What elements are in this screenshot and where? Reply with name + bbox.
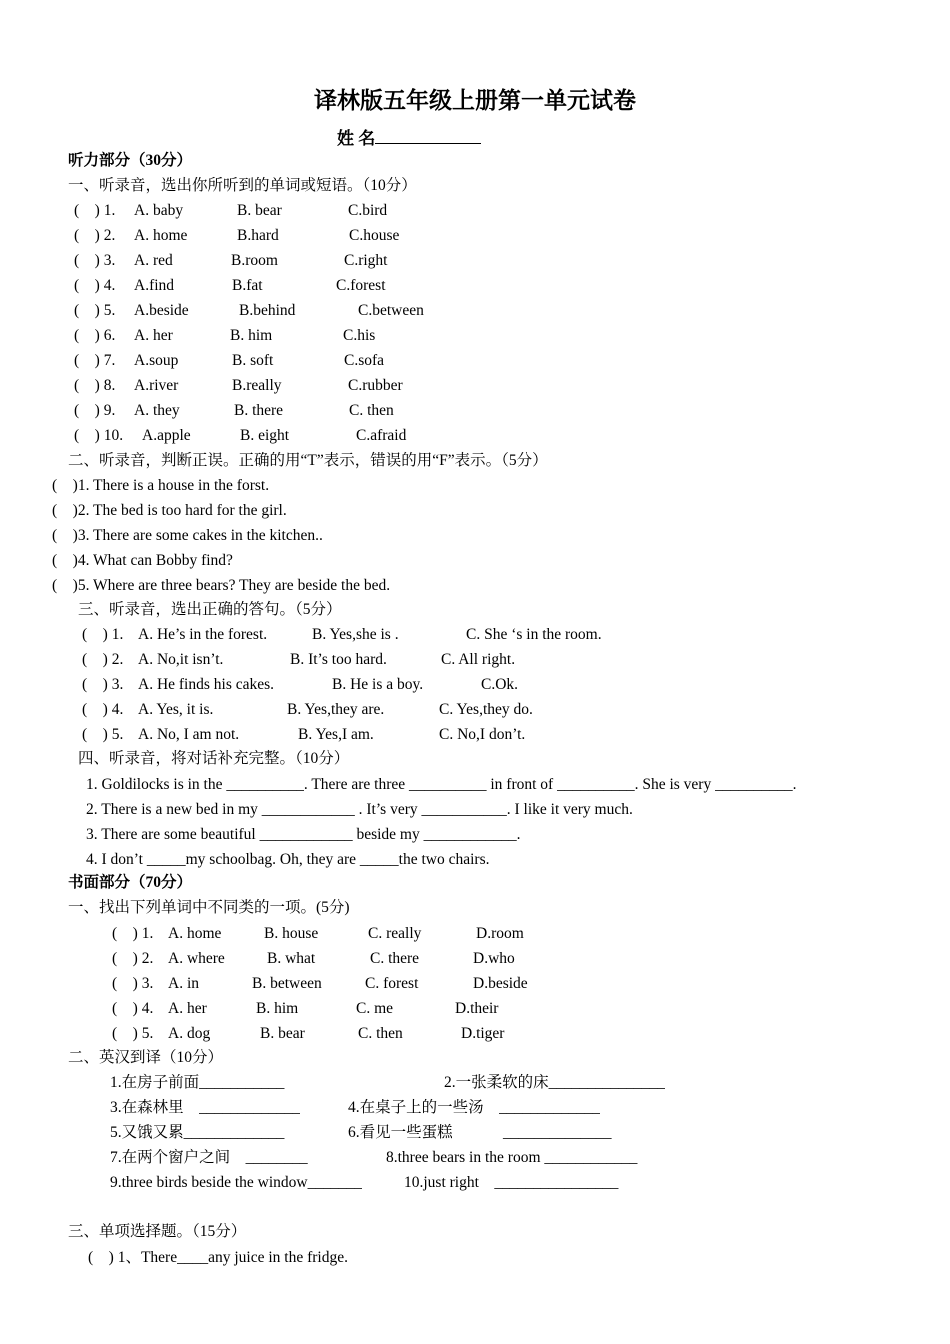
option-c: C. No,I don’t. <box>439 726 526 743</box>
item-number[interactable]: ( ) 8. <box>74 377 116 394</box>
option-a: A. in <box>168 975 199 992</box>
option-b: B. It’s too hard. <box>290 651 387 668</box>
option-a: A.beside <box>134 302 189 319</box>
writing-header: 书面部分（70分） <box>68 874 193 891</box>
list-item[interactable]: ( )1. There is a house in the forst. <box>52 477 270 494</box>
writing-part2-title: 二、英汉到译（10分） <box>68 1049 224 1066</box>
option-b: B. him <box>230 327 273 344</box>
option-a: A. they <box>134 402 180 419</box>
option-c: C.between <box>358 302 424 319</box>
translation-item[interactable]: 10.just right ________________ <box>404 1174 619 1191</box>
option-c: C.house <box>349 227 400 244</box>
option-d: D.their <box>455 1000 499 1017</box>
option-b: B. eight <box>240 427 290 444</box>
option-c: C.sofa <box>344 352 385 369</box>
option-d: D.beside <box>473 975 528 992</box>
option-a: A. red <box>134 252 173 269</box>
option-c: C. really <box>368 925 422 942</box>
option-b: B.behind <box>239 302 296 319</box>
option-b: B.fat <box>232 277 263 294</box>
option-c: C.his <box>343 327 376 344</box>
list-item[interactable]: ( )5. Where are three bears? They are beside the bed. <box>52 577 391 594</box>
option-a: A. No, I am not. <box>138 726 240 743</box>
option-c: C. me <box>356 1000 394 1017</box>
option-a: A. home <box>134 227 188 244</box>
option-a: A. He’s in the forest. <box>138 626 268 643</box>
item-number[interactable]: ( ) 9. <box>74 402 116 419</box>
listening-part3-title: 三、听录音，选出正确的答句。（5分） <box>78 601 342 618</box>
option-d: D.tiger <box>461 1025 505 1042</box>
item-number[interactable]: ( ) 4. <box>74 277 116 294</box>
option-c: C.afraid <box>356 427 407 444</box>
item-number[interactable]: ( ) 2. <box>82 651 124 668</box>
option-b: B. Yes,she is . <box>312 626 399 643</box>
option-a: A.apple <box>142 427 191 444</box>
option-a: A. her <box>168 1000 207 1017</box>
option-c: C. She ‘s in the room. <box>466 626 602 643</box>
translation-item[interactable]: 9.three birds beside the window_______ <box>110 1174 362 1191</box>
option-c: C.right <box>344 252 388 269</box>
translation-item[interactable]: 8.three bears in the room ____________ <box>386 1149 638 1166</box>
item-number[interactable]: ( ) 4. <box>82 701 124 718</box>
item-number[interactable]: ( ) 10. <box>74 427 124 444</box>
option-c: C.Ok. <box>481 676 519 693</box>
option-c: C. forest <box>365 975 419 992</box>
writing-part3-title: 三、单项选择题。（15分） <box>68 1223 247 1240</box>
option-a: A. dog <box>168 1025 211 1042</box>
item-number[interactable]: ( ) 5. <box>112 1025 154 1042</box>
translation-item[interactable]: 5.又饿又累_____________ <box>110 1124 285 1141</box>
option-c: C. Yes,they do. <box>439 701 533 718</box>
translation-item[interactable]: 7.在两个窗户之间 ________ <box>110 1149 308 1166</box>
item-number[interactable]: ( ) 2. <box>74 227 116 244</box>
listening-part1-title: 一、听录音，选出你所听到的单词或短语。（10分） <box>68 177 417 194</box>
option-b: B. him <box>256 1000 299 1017</box>
listening-part2-title: 二、听录音，判断正误。正确的用“T”表示，错误的用“F”表示。（5分） <box>68 452 548 469</box>
listening-part4-title: 四、听录音，将对话补充完整。（10分） <box>78 750 350 767</box>
option-b: B. Yes,I am. <box>298 726 374 743</box>
item-number[interactable]: ( ) 7. <box>74 352 116 369</box>
option-a: A.river <box>134 377 179 394</box>
option-b: B. bear <box>237 202 282 219</box>
translation-item[interactable]: 3.在森林里 _____________ <box>110 1099 300 1116</box>
item-number[interactable]: ( ) 1. <box>74 202 116 219</box>
option-a: A. home <box>168 925 222 942</box>
option-c: C. there <box>370 950 420 967</box>
option-d: D.room <box>476 925 524 942</box>
option-b: B. there <box>234 402 284 419</box>
option-a: A. He finds his cakes. <box>138 676 275 693</box>
option-a: A. where <box>168 950 225 967</box>
item-number[interactable]: ( ) 3. <box>112 975 154 992</box>
option-b: B.really <box>232 377 282 394</box>
listening-header: 听力部分（30分） <box>68 152 193 169</box>
option-c: C. then <box>349 402 394 419</box>
item-number[interactable]: ( ) 1. <box>82 626 124 643</box>
option-b: B.hard <box>237 227 279 244</box>
name-field <box>337 127 481 149</box>
option-a: A.find <box>134 277 175 294</box>
option-b: B.room <box>231 252 278 269</box>
option-a: A. her <box>134 327 173 344</box>
option-b: B. He is a boy. <box>332 676 424 693</box>
item-number[interactable]: ( ) 5. <box>74 302 116 319</box>
fill-blank-item[interactable]: 2. There is a new bed in my ____________ . It’s very ___________. I like it very much. <box>86 801 633 818</box>
option-c: C.forest <box>336 277 386 294</box>
list-item[interactable]: ( ) 1、There____any juice in the fridge. <box>88 1249 348 1266</box>
option-b: B. house <box>264 925 319 942</box>
fill-blank-item[interactable]: 3. There are some beautiful ____________ beside my ____________. <box>86 826 521 843</box>
translation-item[interactable]: 1.在房子前面___________ <box>110 1074 285 1091</box>
option-c: C.rubber <box>348 377 403 394</box>
option-c: C. All right. <box>441 651 516 668</box>
option-b: B. between <box>252 975 322 992</box>
item-number[interactable]: ( ) 1. <box>112 925 154 942</box>
option-a: A.soup <box>134 352 179 369</box>
translation-item[interactable]: 6.看见一些蛋糕 ______________ <box>348 1124 612 1141</box>
item-number[interactable]: ( ) 6. <box>74 327 116 344</box>
page-title: 译林版五年级上册第一单元试卷 <box>314 88 636 113</box>
fill-blank-item[interactable]: 4. I don’t _____my schoolbag. Oh, they are _____the two chairs. <box>86 851 490 868</box>
name-label: 姓 名 <box>337 129 376 148</box>
fill-blank-item[interactable]: 1. Goldilocks is in the __________. There are three __________ in front of __________. She is very __________. <box>86 776 797 793</box>
option-b: B. bear <box>260 1025 305 1042</box>
name-blank[interactable] <box>375 127 481 144</box>
option-c: C.bird <box>348 202 388 219</box>
item-number[interactable]: ( ) 3. <box>82 676 124 693</box>
option-a: A. Yes, it is. <box>138 701 214 718</box>
option-b: B. Yes,they are. <box>287 701 385 718</box>
translation-item[interactable]: 2.一张柔软的床_______________ <box>444 1074 665 1091</box>
option-a: A. baby <box>134 202 184 219</box>
option-c: C. then <box>358 1025 403 1042</box>
writing-part1-title: 一、找出下列单词中不同类的一项。(5分) <box>68 899 350 916</box>
option-b: B. soft <box>232 352 274 369</box>
list-item[interactable]: ( )4. What can Bobby find? <box>52 552 233 569</box>
option-b: B. what <box>267 950 316 967</box>
item-number[interactable]: ( ) 3. <box>74 252 116 269</box>
item-number[interactable]: ( ) 2. <box>112 950 154 967</box>
item-number[interactable]: ( ) 5. <box>82 726 124 743</box>
option-a: A. No,it isn’t. <box>138 651 224 668</box>
option-d: D.who <box>473 950 515 967</box>
translation-item[interactable]: 4.在桌子上的一些汤 _____________ <box>348 1099 600 1116</box>
list-item[interactable]: ( )3. There are some cakes in the kitchen.. <box>52 527 323 544</box>
item-number[interactable]: ( ) 4. <box>112 1000 154 1017</box>
list-item[interactable]: ( )2. The bed is too hard for the girl. <box>52 502 287 519</box>
